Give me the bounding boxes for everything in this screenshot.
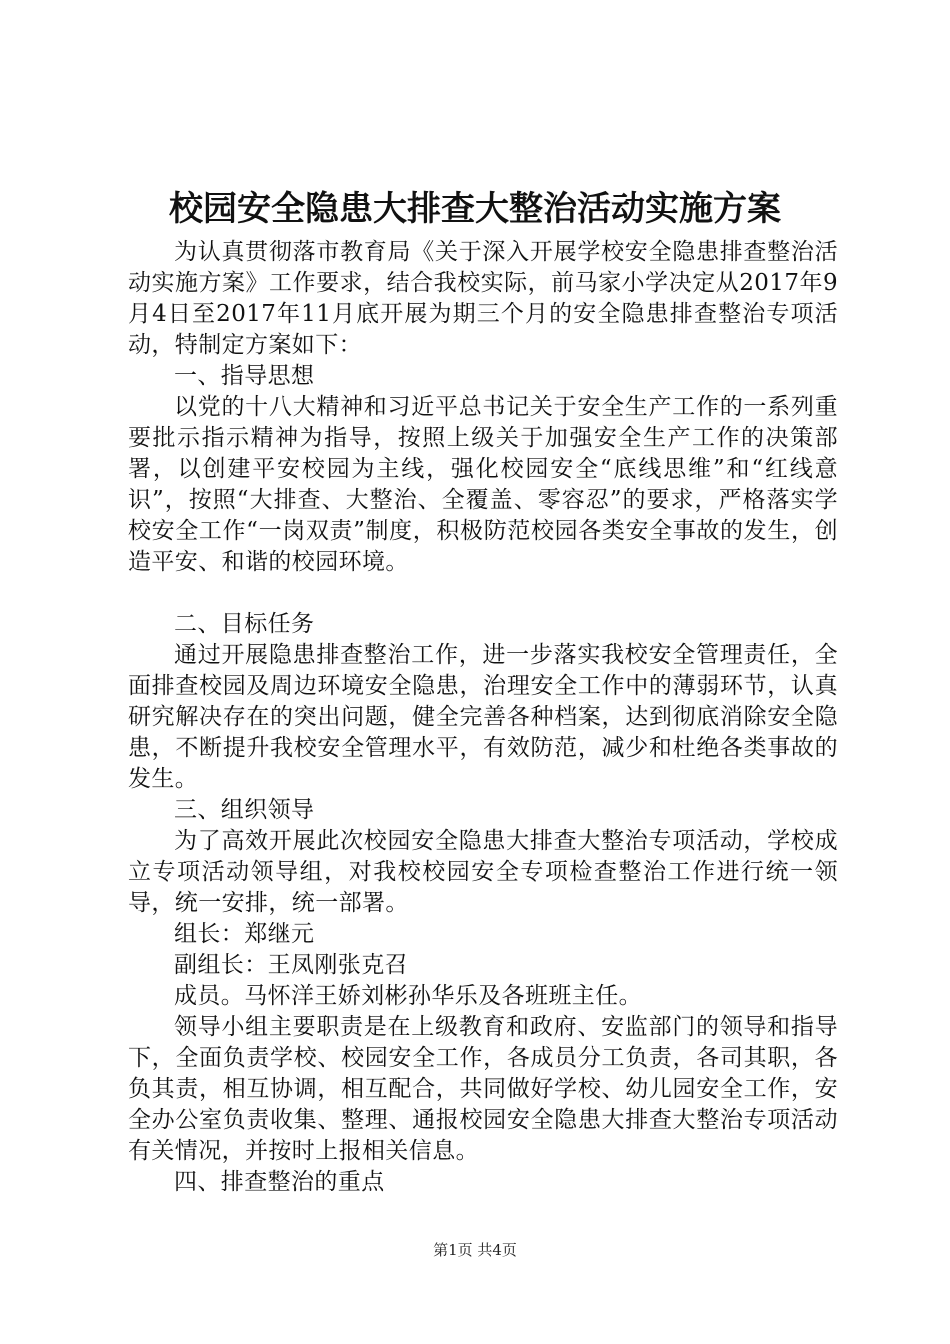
paragraph: 以党的十八大精神和习近平总书记关于安全生产工作的一系列重要批示指示精神为指导，按照上级关于加强安全生产工作的决策部署，以创建平安校园为主线，强化校园安全“底线思维”和“红线意识”，按照“大排查、大整治、全覆盖、零容忍”的要求，严格落实学校安全工作“一岗双责”制度，积极防范校园各类安全事故的发生，创造平安、和谐的校园环境。 [128, 394, 838, 575]
page-footer: 第1页 共4页 [433, 1241, 517, 1259]
leader-line: 组长：郑继元 [174, 921, 315, 947]
paragraph: 领导小组主要职责是在上级教育和政府、安监部门的领导和指导下，全面负责学校、校园安全工作，各成员分工负责，各司其职，各负其责，相互协调，相互配合，共同做好学校、幼儿园安全工作，安全办公室负责收集、整理、通报校园安全隐患大排查大整治专项活动有关情况，并按时上报相关信息。 [128, 1014, 838, 1164]
section-heading-1: 一、指导思想 [174, 363, 315, 389]
deputy-leader-line: 副组长：王凤刚张克召 [174, 952, 408, 978]
document-body [128, 237, 838, 1198]
document-title: 校园安全隐患大排查大整治活动实施方案 [169, 189, 781, 229]
blank-line [128, 578, 838, 609]
paragraph: 通过开展隐患排查整治工作，进一步落实我校安全管理责任，全面排查校园及周边环境安全隐患，治理安全工作中的薄弱环节，认真研究解决存在的突出问题，健全完善各种档案，达到彻底消除安全隐患，不断提升我校安全管理水平，有效防范，减少和杜绝各类事故的发生。 [128, 642, 838, 792]
section-heading-3: 三、组织领导 [174, 797, 315, 823]
section-heading-2: 二、目标任务 [174, 611, 315, 637]
paragraph: 为了高效开展此次校园安全隐患大排查大整治专项活动，学校成立专项活动领导组，对我校校园安全专项检查整治工作进行统一领导，统一安排，统一部署。 [128, 828, 838, 916]
section-heading-4: 四、排查整治的重点 [174, 1169, 385, 1195]
members-line: 成员。马怀洋王娇刘彬孙华乐及各班班主任。 [174, 983, 642, 1009]
intro-paragraph: 为认真贯彻落市教育局《关于深入开展学校安全隐患排查整治活动实施方案》工作要求，结合我校实际，前马家小学决定从2017年9月4日至2017年11月底开展为期三个月的安全隐患排查整治专项活动，特制定方案如下： [128, 239, 838, 358]
